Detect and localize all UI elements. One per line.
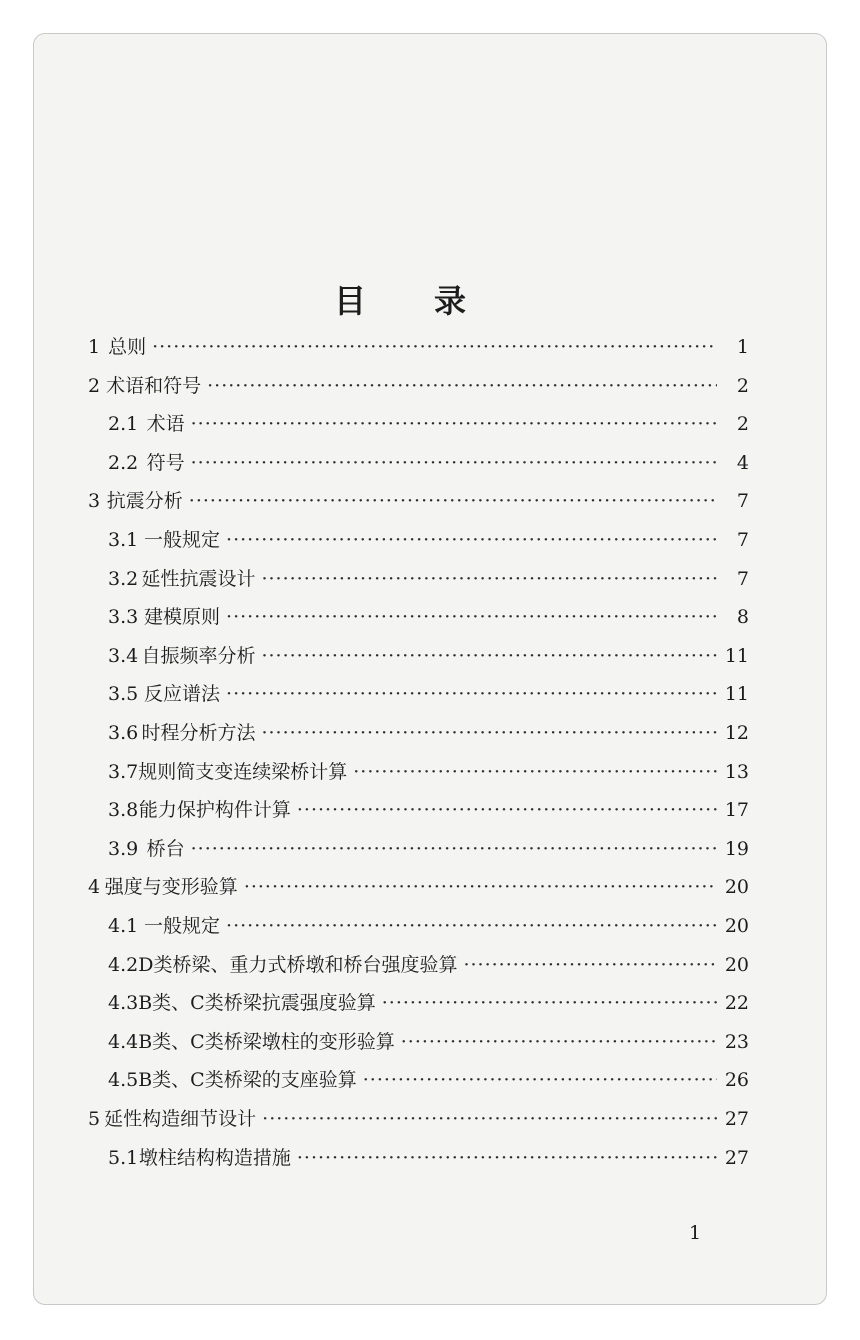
toc-entry-number: 2 (88, 374, 101, 397)
toc-entry-number: 5 (88, 1108, 101, 1130)
toc-entry-page: 4 (736, 451, 749, 474)
toc-entry[interactable] (108, 757, 749, 787)
toc-entry[interactable] (108, 409, 749, 439)
toc-entry-page: 8 (736, 606, 749, 629)
toc-entry-number: 3.7 (108, 760, 139, 783)
toc-entry-number: 3.3 (108, 606, 139, 629)
toc-entry-label: 术语 (146, 413, 185, 436)
toc-entry[interactable] (108, 795, 749, 825)
toc-leader-dots (353, 761, 717, 783)
page-number: 1 (689, 1222, 702, 1244)
toc-entry-page: 17 (724, 799, 749, 822)
toc-entry-page: 20 (724, 876, 749, 899)
toc-leader-dots (152, 336, 717, 358)
toc-entry[interactable] (108, 950, 749, 980)
toc-entry-number: 4.4 (108, 1030, 139, 1053)
toc-entry-label: 墩柱结构构造措施 (138, 1146, 291, 1169)
toc-entry-label: 抗震分析 (106, 490, 183, 513)
toc-entry-label: 一般规定 (144, 915, 221, 937)
toc-entry-number: 4.1 (108, 915, 139, 937)
toc-entry[interactable] (108, 1065, 749, 1095)
toc-entry-page: 7 (736, 567, 749, 590)
toc-entry-label: D类桥梁、重力式桥墩和桥台强度验算 (138, 953, 458, 976)
toc-leader-dots (401, 1031, 717, 1053)
toc-entry-number: 3.5 (108, 683, 139, 706)
toc-entry[interactable] (108, 1143, 749, 1173)
toc-entry-page: 19 (724, 837, 749, 860)
toc-entry-label: 总则 (108, 336, 147, 358)
toc-entry-page: 11 (724, 683, 749, 706)
toc-entry[interactable] (88, 872, 749, 902)
toc-entry-number: 3.9 (108, 837, 139, 860)
toc-leader-dots (363, 1069, 717, 1091)
toc-leader-dots (463, 954, 717, 976)
document-page (33, 33, 827, 1305)
toc-leader-dots (297, 799, 717, 821)
toc-entry[interactable] (108, 834, 749, 864)
toc-leader-dots (261, 645, 717, 667)
toc-entry[interactable] (108, 1027, 749, 1057)
toc-leader-dots (262, 1108, 717, 1130)
toc-leader-dots (189, 490, 717, 512)
toc-leader-dots (191, 838, 717, 860)
toc-entry-page: 27 (724, 1108, 749, 1130)
toc-leader-dots (261, 568, 717, 590)
toc-entry[interactable] (88, 486, 749, 516)
toc-leader-dots (191, 452, 717, 474)
toc-entry-page: 11 (724, 644, 749, 667)
toc-leader-dots (226, 529, 717, 551)
toc-entry-number: 5.1 (108, 1146, 139, 1169)
toc-entry[interactable] (88, 1104, 749, 1134)
toc-entry-number: 4.2 (108, 953, 139, 976)
toc-entry-label: 符号 (146, 451, 185, 474)
toc-entry-page: 7 (736, 529, 749, 551)
toc-entry-number: 3 (88, 490, 101, 513)
toc-entry[interactable] (108, 602, 749, 632)
toc-entry-page: 23 (724, 1030, 749, 1053)
toc-entry-number: 2.2 (108, 451, 139, 474)
toc-entry[interactable] (88, 371, 749, 401)
toc-leader-dots (261, 722, 717, 744)
toc-entry-page: 26 (724, 1069, 749, 1092)
toc-entry-label: 规则简支变连续梁桥计算 (138, 760, 348, 783)
toc-entry-number: 4.3 (108, 992, 139, 1015)
toc-entry-number: 3.4 (108, 644, 139, 667)
toc-entry[interactable] (108, 679, 749, 709)
toc-entry-label: 一般规定 (144, 529, 221, 551)
toc-entry-page: 22 (724, 992, 749, 1015)
toc-entry-number: 3.6 (108, 722, 139, 744)
toc-leader-dots (226, 683, 717, 705)
toc-entry[interactable] (108, 988, 749, 1018)
toc-entry-label: 自振频率分析 (141, 644, 256, 667)
toc-entry-label: 桥台 (146, 837, 185, 860)
toc-entry[interactable] (108, 911, 749, 941)
toc-entry[interactable] (108, 525, 749, 555)
toc-entry-label: 建模原则 (144, 606, 221, 629)
toc-entry-label: 能力保护构件计算 (138, 799, 291, 822)
toc-entry-number: 3.2 (108, 567, 139, 590)
toc-entry[interactable] (108, 564, 749, 594)
toc-title-left: 目 (334, 282, 367, 320)
toc-leader-dots (297, 1147, 717, 1169)
toc-entry[interactable] (108, 718, 749, 748)
toc-entry-label: B类、C类桥梁墩柱的变形验算 (138, 1030, 395, 1053)
toc-entry-label: 延性抗震设计 (141, 567, 256, 590)
toc-leader-dots (382, 992, 717, 1014)
toc-entry-page: 12 (724, 722, 749, 744)
toc-entry-page: 20 (724, 915, 749, 937)
toc-entry-label: B类、C类桥梁抗震强度验算 (138, 992, 376, 1015)
toc-entry-number: 3.8 (108, 799, 139, 822)
toc-entry-label: 强度与变形验算 (104, 876, 238, 899)
toc-leader-dots (226, 915, 717, 937)
toc-entry-label: 延性构造细节设计 (104, 1108, 257, 1130)
toc-title-right: 录 (434, 282, 467, 320)
toc-entry-number: 4 (88, 876, 101, 899)
toc-entry-page: 7 (736, 490, 749, 513)
toc-leader-dots (244, 876, 717, 898)
toc-entry-number: 2.1 (108, 413, 139, 436)
toc-entry-label: 术语和符号 (106, 374, 202, 397)
toc-entry-page: 27 (724, 1146, 749, 1169)
toc-entry-page: 2 (736, 413, 749, 436)
toc-entry-label: B类、C类桥梁的支座验算 (138, 1069, 357, 1092)
toc-entry[interactable] (108, 448, 749, 478)
toc-entry-page: 13 (724, 760, 749, 783)
toc-entry-page: 2 (736, 374, 749, 397)
toc-entry-label: 时程分析方法 (141, 722, 256, 744)
toc-entry[interactable] (108, 641, 749, 671)
toc-entry-number: 4.5 (108, 1069, 139, 1092)
toc-entry-number: 1 (88, 336, 101, 358)
toc-leader-dots (226, 606, 717, 628)
toc-entry-page: 20 (724, 953, 749, 976)
toc-title (334, 276, 466, 322)
toc-entry-number: 3.1 (108, 529, 139, 551)
toc-entry-label: 反应谱法 (144, 683, 221, 706)
toc-entry-page: 1 (736, 336, 749, 358)
toc-entry[interactable] (88, 332, 749, 362)
toc-leader-dots (191, 413, 717, 435)
toc-leader-dots (207, 375, 717, 397)
